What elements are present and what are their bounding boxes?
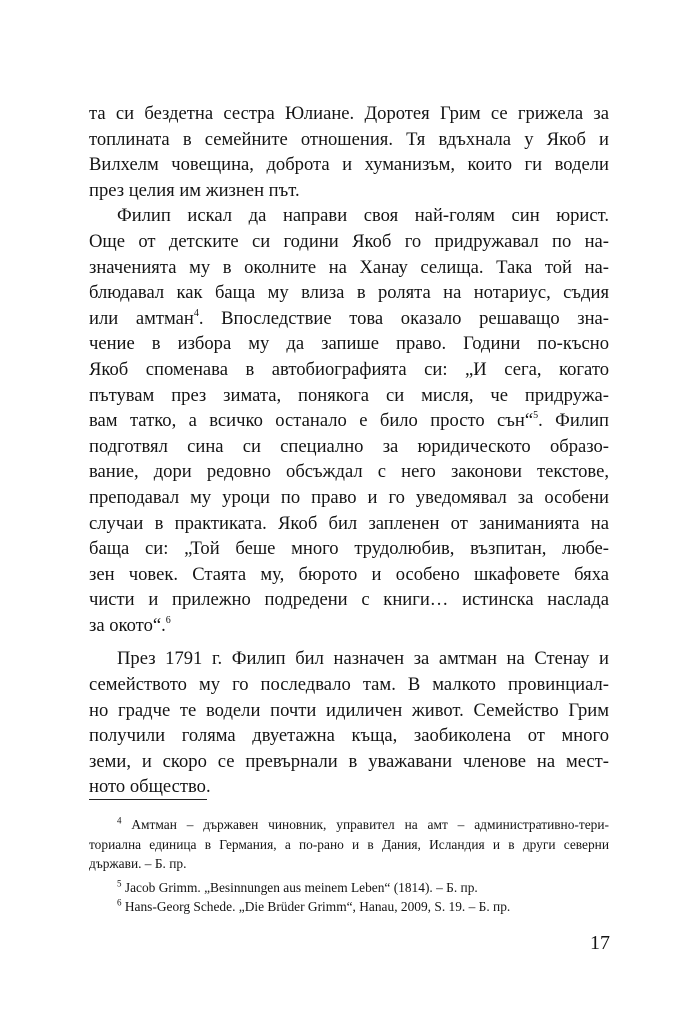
footnote-line: държави. – Б. пр. xyxy=(89,856,187,872)
text-line: през целия им жизнен път. xyxy=(89,179,300,201)
footnote-text: Jacob Grimm. „Besinnungen aus meinem Leben“ (1814). – Б. пр. xyxy=(124,879,478,895)
text-line: вание, дори редовно обсъждал с него законови текстове, xyxy=(89,461,609,483)
footnote-text: Hans-Georg Schede. „Die Brüder Grimm“, Hanau, 2009, S. 19. – Б. пр. xyxy=(124,899,511,915)
text-line: пътувам през зимата, понякога си мисля, че придружа- xyxy=(89,384,609,406)
footnote-number: 4 xyxy=(117,815,122,826)
footnote-ref-5[interactable]: 5 xyxy=(533,409,539,421)
text-line: зен човек. Стаята му, бюрото и особено шкафовете бяха xyxy=(89,563,609,585)
footnote-5 xyxy=(89,878,609,898)
text-line: топлината в семейните отношения. Тя вдъхнала у Якоб и xyxy=(89,128,609,150)
paragraph-spacer xyxy=(89,638,609,646)
footnote-number: 5 xyxy=(117,878,122,889)
text-line: значенията му в околните на Ханау селища. Така той на- xyxy=(89,256,609,278)
footnote-4 xyxy=(89,815,609,874)
paragraph-1 xyxy=(89,101,609,203)
main-text xyxy=(89,101,609,800)
footnote-line xyxy=(89,897,609,917)
footnote-6 xyxy=(89,897,609,917)
text-line: та си бездетна сестра Юлиане. Доротея Грим се грижела за xyxy=(89,103,609,124)
page-number: 17 xyxy=(590,932,610,954)
text-fragment: вам татко, а всичко останало е било просто сън“ xyxy=(89,410,534,432)
text-line: баща си: „Той беше много трудолюбив, възпитан, любе- xyxy=(89,538,609,560)
text-line: земи, и скоро се превърнали в уважавани членове на мест- xyxy=(89,750,609,772)
text-line: ното общество. xyxy=(89,776,211,798)
text-line: Още от детските си години Якоб го придружавал по на- xyxy=(89,230,609,252)
text-line: чисти и прилежно подредени с книги… истинска наслада xyxy=(89,589,609,611)
text-line: получили голяма двуетажна къща, заобиколена от много xyxy=(89,725,609,747)
footnote-line xyxy=(89,878,609,898)
text-line xyxy=(89,613,609,639)
text-line: Вилхелм човещина, доброта и хуманизъм, които ги водели xyxy=(89,154,609,176)
text-line: Якоб споменава в автобиографията си: „И сега, когато xyxy=(89,358,609,380)
text-line: подготвял сина си специално за юридическото образо- xyxy=(89,435,609,457)
paragraph-3 xyxy=(89,646,609,800)
footnotes xyxy=(89,815,609,917)
footnote-line xyxy=(89,815,609,835)
footnote-ref-4[interactable]: 4 xyxy=(193,307,199,319)
text-line xyxy=(89,408,609,434)
text-line: През 1791 г. Филип бил назначен за амтман на Стенау и xyxy=(117,648,609,670)
text-line: блюдавал как баща му влиза в ролята на нотариус, съдия xyxy=(89,282,609,304)
text-line: семейството му го последвало там. В малкото провинциал- xyxy=(89,674,609,696)
text-fragment: или амтман xyxy=(89,307,194,329)
text-line: но градче те водели почти идиличен живот. Семейство Грим xyxy=(89,699,609,721)
footnote-separator xyxy=(89,799,207,800)
footnote-line: ториална единица в Германия, а по-рано и в Дания, Исландия и в други северни xyxy=(89,836,609,852)
text-fragment: за окото“. xyxy=(89,614,166,636)
footnote-number: 6 xyxy=(117,897,122,908)
text-fragment: . Филип xyxy=(538,410,609,432)
text-line: чение в избора му да запише право. Години по-късно xyxy=(89,333,609,355)
footnote-ref-6[interactable]: 6 xyxy=(165,614,171,626)
text-line: Филип искал да направи своя най-голям син юрист. xyxy=(117,205,609,227)
text-fragment: . Впоследствие това оказало решаващо зна- xyxy=(198,307,609,329)
text-line xyxy=(89,306,609,332)
paragraph-2 xyxy=(89,203,609,638)
text-line: случаи в практиката. Якоб бил запленен от заниманията на xyxy=(89,512,609,534)
text-line: преподавал му уроци по право и го уведомявал за особени xyxy=(89,486,609,508)
footnote-text: Амтман – държавен чиновник, управител на амт – административно-тери- xyxy=(131,817,609,832)
